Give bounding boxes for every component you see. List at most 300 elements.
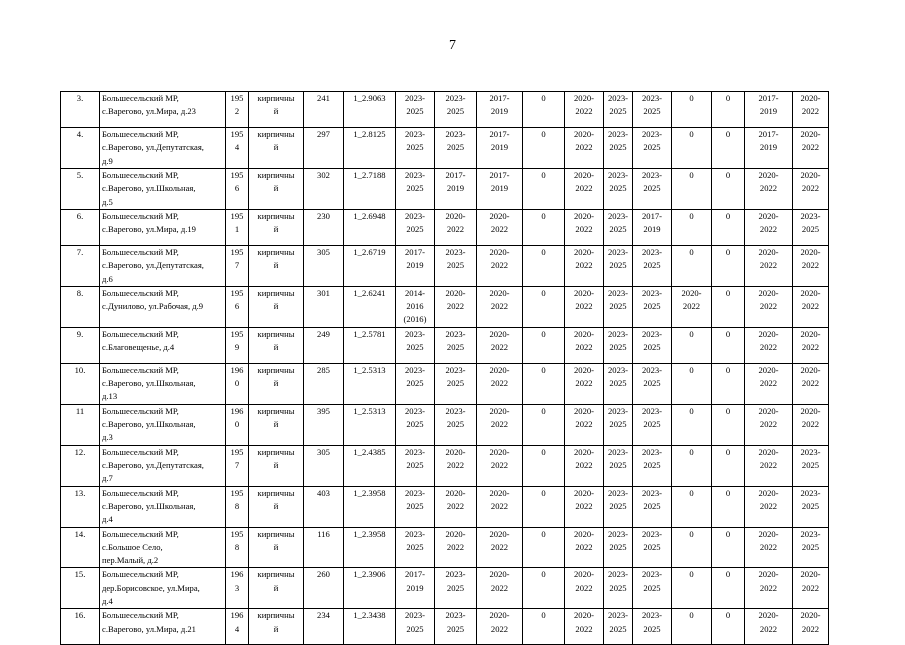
cell-line: д.3 [102, 432, 113, 443]
area-cell: 249 [304, 327, 344, 363]
cell-line: 2022 [446, 500, 465, 511]
cell-line: 2022 [801, 260, 820, 271]
cell-line: 2025 [609, 623, 627, 634]
period-cell [745, 609, 793, 645]
cell-line: кирпичны [257, 487, 295, 498]
cell-line: 2020- [489, 287, 510, 298]
cell-line: 2020- [681, 287, 702, 298]
cell-line: 2020- [489, 405, 510, 416]
buildings-table [60, 91, 865, 645]
index-cell: 1_2.4385 [344, 445, 396, 486]
cell-line: 2023- [800, 446, 821, 457]
value-cell: 0 [712, 92, 745, 128]
cell-line: 2022 [446, 301, 465, 312]
cell-line: 2023- [641, 405, 663, 416]
period-cell [793, 568, 829, 609]
cell-line: 2022 [490, 500, 509, 511]
year-built-cell [226, 486, 249, 527]
table-row [61, 404, 865, 445]
period-cell [396, 404, 435, 445]
cell-line: й [273, 541, 279, 552]
cell-line: 2023- [404, 487, 426, 498]
index-cell: 1_2.3438 [344, 609, 396, 645]
cell-line: 2017- [404, 569, 426, 580]
table-row [61, 363, 865, 404]
cell-line: 2025 [609, 541, 627, 552]
value-cell: 0 [712, 568, 745, 609]
period-cell [633, 327, 672, 363]
cell-line: 2025 [609, 500, 627, 511]
value-cell: 0 [712, 245, 745, 286]
period-cell [633, 486, 672, 527]
cell-line: 2022 [801, 342, 820, 353]
cell-line: 2023- [404, 93, 426, 103]
cell-line: Большесельский МР, [102, 129, 179, 139]
period-cell [793, 527, 829, 568]
period-cell [396, 327, 435, 363]
period-cell [396, 527, 435, 568]
table-row [61, 527, 865, 568]
period-cell [396, 168, 435, 209]
page-number: 7 [449, 38, 456, 53]
cell-line: 2022 [759, 224, 778, 235]
cell-line: 2023- [445, 246, 466, 257]
cell-line: 2022 [575, 142, 593, 153]
period-cell [565, 327, 604, 363]
cell-line: й [273, 301, 279, 312]
value-cell: 0 [672, 92, 712, 128]
area-cell: 285 [304, 363, 344, 404]
cell-line: с.Варегово, ул.Школьная, [102, 419, 196, 429]
cell-line: 2020- [758, 328, 779, 339]
area-cell: 234 [304, 609, 344, 645]
cell-line: Большесельский МР, [102, 405, 179, 416]
cell-line: кирпичны [257, 169, 295, 180]
cell-line: 2025 [609, 260, 627, 271]
period-cell [565, 568, 604, 609]
area-cell: 403 [304, 486, 344, 527]
cell-line: 195 [230, 328, 244, 339]
cell-line: 2023- [445, 328, 466, 339]
cell-line: 2023- [445, 569, 466, 580]
cell-line: 6 [234, 183, 240, 194]
index-cell: 1_2.5781 [344, 327, 396, 363]
cell-line: 2017- [445, 169, 466, 180]
cell-line: й [273, 260, 279, 271]
cell-line: 2023- [641, 287, 663, 298]
cell-line: 2020- [445, 287, 466, 298]
cell-line: 2023- [641, 446, 663, 457]
address-cell [100, 245, 226, 286]
cell-line: кирпичны [257, 246, 295, 257]
period-cell [565, 128, 604, 169]
period-cell [604, 486, 633, 527]
period-cell [435, 527, 477, 568]
cell-line: 2020- [489, 446, 510, 457]
cell-line: й [273, 224, 279, 235]
cell-line: 2020- [445, 528, 466, 539]
cell-line: 2022 [490, 224, 509, 235]
cell-line: 2025 [406, 224, 424, 235]
year-built-cell [226, 363, 249, 404]
cell-line: 2025 [406, 106, 424, 117]
cell-line: 2022 [759, 260, 778, 271]
cell-line: 2023- [607, 446, 629, 457]
cell-line: 195 [230, 528, 244, 539]
year-built-cell [226, 527, 249, 568]
cell-line: 2022 [759, 183, 778, 194]
cell-line: 9 [234, 342, 240, 353]
period-cell [633, 128, 672, 169]
cell-line: Большесельский МР, [102, 569, 179, 580]
value-cell: 0 [672, 404, 712, 445]
cell-line: 195 [230, 487, 244, 498]
cell-line: 195 [230, 169, 244, 180]
period-cell [435, 445, 477, 486]
cell-line: 2020- [758, 169, 779, 180]
cell-line: 195 [230, 93, 244, 103]
cell-line: с.Варегово, ул.Мира, д.21 [102, 623, 196, 634]
period-cell [435, 168, 477, 209]
material-cell [249, 209, 304, 245]
cell-line: 2025 [643, 142, 661, 153]
cell-line: 2025 [643, 582, 661, 593]
cell-line: 2023- [800, 528, 821, 539]
period-cell [565, 609, 604, 645]
cell-line: 2025 [406, 541, 424, 552]
cell-line: Большесельский МР, [102, 169, 179, 180]
cell-line: 2025 [406, 459, 424, 470]
cell-line: д.7 [102, 473, 113, 484]
period-cell [745, 168, 793, 209]
period-cell [793, 445, 829, 486]
period-cell [633, 168, 672, 209]
period-cell [396, 286, 435, 327]
period-cell [604, 245, 633, 286]
cell-line: 2025 [643, 378, 661, 389]
cell-line: с.Большое Село, [102, 541, 163, 552]
cell-line: 2022 [575, 582, 593, 593]
cell-line: 2020- [573, 487, 595, 498]
cell-line: 2023- [641, 528, 663, 539]
cell-line: 2025 [406, 378, 424, 389]
cell-line: 2023- [641, 328, 663, 339]
cell-line: 2019 [490, 106, 509, 117]
cell-line: 2023- [404, 446, 426, 457]
period-cell [604, 128, 633, 169]
period-cell [604, 363, 633, 404]
period-cell [477, 286, 523, 327]
cell-line: 2023- [607, 569, 629, 580]
cell-line: 2022 [759, 500, 778, 511]
cell-line: 2017- [404, 246, 426, 257]
row-number-cell: 3. [61, 92, 100, 128]
row-number-cell: 14. [61, 527, 100, 568]
cell-line: 2023- [607, 169, 629, 180]
cell-line: 2025 [446, 342, 465, 353]
value-cell: 0 [672, 445, 712, 486]
cell-line: 2023- [641, 610, 663, 621]
cell-line: 2025 [406, 183, 424, 194]
cell-line: 2025 [609, 183, 627, 194]
cell-line: 2023- [404, 129, 426, 139]
row-number-cell: 4. [61, 128, 100, 169]
cell-line: 2019 [406, 260, 424, 271]
cell-line: 2017- [758, 93, 779, 103]
cell-line: 2023- [607, 93, 629, 103]
address-cell [100, 327, 226, 363]
cell-line: й [273, 342, 279, 353]
cell-line: 2020- [758, 246, 779, 257]
period-cell [745, 363, 793, 404]
cell-line: 2022 [801, 419, 820, 429]
cell-line: кирпичны [257, 610, 295, 621]
period-cell [565, 445, 604, 486]
period-cell [633, 363, 672, 404]
cell-line: 2017- [489, 129, 510, 139]
cell-line: Большесельский МР, [102, 287, 179, 298]
period-cell [745, 486, 793, 527]
cell-line: й [273, 623, 279, 634]
cell-line: 2022 [575, 224, 593, 235]
period-cell [633, 404, 672, 445]
cell-line: кирпичны [257, 93, 295, 103]
cell-line: 2025 [609, 378, 627, 389]
cell-line: 196 [230, 569, 244, 580]
period-cell [745, 527, 793, 568]
cell-line: 2022 [801, 301, 820, 312]
period-cell [477, 609, 523, 645]
value-cell: 0 [712, 363, 745, 404]
cell-line: 2020- [489, 364, 510, 375]
period-cell [745, 445, 793, 486]
period-cell [793, 92, 829, 128]
year-built-cell [226, 168, 249, 209]
cell-line: кирпичны [257, 528, 295, 539]
cell-line: 2022 [575, 419, 593, 429]
value-cell: 0 [523, 209, 565, 245]
value-cell: 0 [672, 486, 712, 527]
cell-line: 2020- [489, 328, 510, 339]
index-cell: 1_2.6948 [344, 209, 396, 245]
value-cell: 0 [523, 527, 565, 568]
year-built-cell [226, 609, 249, 645]
material-cell [249, 168, 304, 209]
cell-line: д.4 [102, 596, 113, 607]
cell-line: 2019 [490, 183, 509, 194]
cell-line: 2022 [801, 183, 820, 194]
cell-line: й [273, 106, 279, 117]
cell-line: 2020- [800, 328, 821, 339]
period-cell [565, 168, 604, 209]
period-cell [435, 92, 477, 128]
value-cell: 0 [672, 128, 712, 169]
area-cell: 302 [304, 168, 344, 209]
cell-line: 2025 [446, 260, 465, 271]
cell-line: Большесельский МР, [102, 610, 179, 621]
cell-line: 2020- [800, 246, 821, 257]
period-cell [633, 209, 672, 245]
cell-line: 2025 [643, 500, 661, 511]
cell-line: 2019 [406, 582, 424, 593]
cell-line: 2022 [801, 623, 820, 634]
table-row [61, 327, 865, 363]
address-cell [100, 128, 226, 169]
cell-line: 2023- [641, 246, 663, 257]
period-cell [435, 327, 477, 363]
period-cell [396, 486, 435, 527]
period-cell [565, 245, 604, 286]
cell-line: 2025 [446, 623, 465, 634]
period-cell [477, 527, 523, 568]
period-cell [435, 245, 477, 286]
cell-line: й [273, 142, 279, 153]
cell-line: 3 [234, 582, 240, 593]
address-cell [100, 168, 226, 209]
period-cell [793, 209, 829, 245]
cell-line: 2023- [445, 405, 466, 416]
cell-line: 8 [234, 541, 240, 552]
period-cell [435, 128, 477, 169]
period-cell [565, 404, 604, 445]
cell-line: кирпичны [257, 364, 295, 375]
row-number-cell: 11 [61, 404, 100, 445]
index-cell: 1_2.6241 [344, 286, 396, 327]
cell-line: 2020- [489, 487, 510, 498]
cell-line: 2020- [800, 287, 821, 298]
value-cell: 0 [672, 209, 712, 245]
period-cell [477, 327, 523, 363]
year-built-cell [226, 128, 249, 169]
cell-line: 2020- [573, 246, 595, 257]
cell-line: 2023- [607, 246, 629, 257]
cell-line: 2022 [446, 459, 465, 470]
cell-line: 196 [230, 610, 244, 621]
cell-line: й [273, 459, 279, 470]
cell-line: Большесельский МР, [102, 246, 179, 257]
cell-line: 2022 [759, 623, 778, 634]
value-cell: 0 [712, 327, 745, 363]
table-row [61, 609, 865, 645]
material-cell [249, 92, 304, 128]
cell-line: 2022 [759, 301, 778, 312]
period-cell [745, 568, 793, 609]
cell-line: 4 [234, 623, 240, 634]
cell-line: 2025 [446, 106, 465, 117]
cell-line: 2017- [641, 210, 663, 221]
cell-line: 2023- [607, 364, 629, 375]
period-cell [633, 286, 672, 327]
cell-line: 2025 [406, 419, 424, 429]
cell-line: 2022 [575, 378, 593, 389]
period-cell [477, 568, 523, 609]
cell-line: 2020- [573, 169, 595, 180]
cell-line: 2020- [573, 569, 595, 580]
cell-line: 2025 [406, 342, 424, 353]
cell-line: 2022 [575, 541, 593, 552]
cell-line: 2022 [759, 342, 778, 353]
row-number-cell: 6. [61, 209, 100, 245]
period-cell [633, 92, 672, 128]
cell-line: 2023- [641, 129, 663, 139]
period-cell [793, 609, 829, 645]
index-cell: 1_2.9063 [344, 92, 396, 128]
period-cell [633, 568, 672, 609]
cell-line: 2020- [573, 364, 595, 375]
cell-line: 2020- [800, 610, 821, 621]
cell-line: 2020- [758, 610, 779, 621]
index-cell: 1_2.3958 [344, 527, 396, 568]
period-cell [435, 286, 477, 327]
period-cell [745, 245, 793, 286]
cell-line: 2023- [607, 287, 629, 298]
cell-line: с.Дунилово, ул.Рабочая, д.9 [102, 301, 204, 312]
value-cell: 0 [712, 286, 745, 327]
cell-line: 2025 [609, 224, 627, 235]
cell-line: 2020- [573, 93, 595, 103]
table-row [61, 445, 865, 486]
material-cell [249, 404, 304, 445]
index-cell: 1_2.6719 [344, 245, 396, 286]
cell-line: Большесельский МР, [102, 328, 179, 339]
table-row [61, 209, 865, 245]
cell-line: 2023- [445, 610, 466, 621]
period-cell [604, 209, 633, 245]
cell-line: 0 [234, 419, 240, 429]
cell-line: 2025 [609, 142, 627, 153]
area-cell: 395 [304, 404, 344, 445]
year-built-cell [226, 327, 249, 363]
year-built-cell [226, 568, 249, 609]
cell-line: 2020- [800, 169, 821, 180]
cell-line: с.Варегово, ул.Депутатская, [102, 459, 204, 470]
cell-line: 2019 [643, 224, 661, 235]
cell-line: 2020- [573, 528, 595, 539]
year-built-cell [226, 209, 249, 245]
cell-line: 8 [234, 500, 240, 511]
cell-line: Большесельский МР, [102, 210, 179, 221]
period-cell [396, 568, 435, 609]
cell-line: 4 [234, 142, 240, 153]
period-cell [477, 486, 523, 527]
address-cell [100, 363, 226, 404]
period-cell [477, 168, 523, 209]
cell-line: 1 [234, 224, 240, 235]
cell-line: 2017- [489, 93, 510, 103]
year-built-cell [226, 404, 249, 445]
period-cell [604, 527, 633, 568]
cell-line: 2025 [801, 541, 820, 552]
cell-line: й [273, 582, 279, 593]
material-cell [249, 363, 304, 404]
cell-line: 2023- [404, 405, 426, 416]
value-cell: 0 [712, 168, 745, 209]
cell-line: 2022 [490, 342, 509, 353]
cell-line: кирпичны [257, 405, 295, 416]
cell-line: 2020- [573, 210, 595, 221]
row-number-cell: 16. [61, 609, 100, 645]
period-cell [477, 128, 523, 169]
cell-line: 2020- [573, 287, 595, 298]
material-cell [249, 327, 304, 363]
value-cell: 0 [712, 486, 745, 527]
cell-line: 2025 [609, 459, 627, 470]
cell-line: 2020- [758, 569, 779, 580]
cell-line: с.Варегово, ул.Депутатская, [102, 260, 204, 271]
cell-line: 2025 [643, 459, 661, 470]
cell-line: 2022 [490, 459, 509, 470]
index-cell: 1_2.8125 [344, 128, 396, 169]
